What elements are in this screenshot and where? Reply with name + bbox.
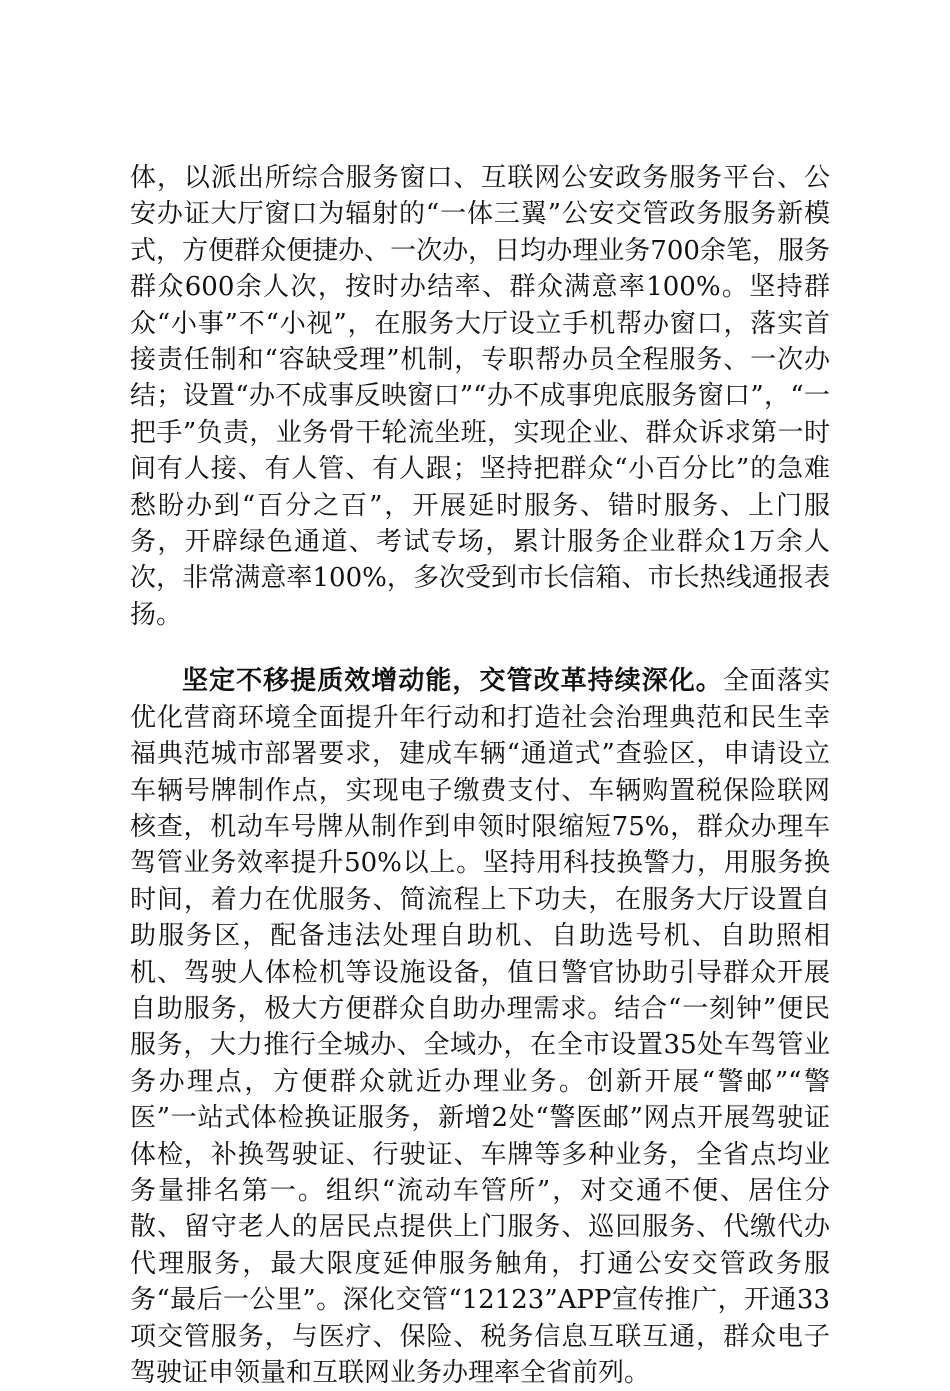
paragraph-reform: [130, 663, 830, 1391]
paragraph-1-text: 体，以派出所综合服务窗口、互联网公安政务服务平台、公安办证大厅窗口为辐射的“一体三翼”公安交管政务服务新模式，方便群众便捷办、一次办，日均办理业务700余笔，服务群众600余人次，按时办结率、群众满意率100%。坚持群众“小事”不“小视”，在服务大厅设立手机帮办窗口，落实首接责任制和“容缺受理”机制，专职帮办员全程服务、一次办结；设置“办不成事反映窗口”“办不成事兜底服务窗口”，“一把手”负责，业务骨干轮流坐班，实现企业、群众诉求第一时间有人接、有人管、有人跟；坚持把群众“小百分比”的急难愁盼办到“百分之百”，开展延时服务、错时服务、上门服务，开辟绿色通道、考试专场，累计服务企业群众1万余人次，非常满意率100%，多次受到市长信箱、市长热线通报表扬。: [130, 163, 830, 630]
document-body: [130, 160, 830, 1391]
paragraph-continued: [130, 160, 830, 633]
paragraph-2-heading: 坚定不移提质效增动能，交管改革持续深化。: [182, 666, 723, 697]
paragraph-2-text: 全面落实优化营商环境全面提升年行动和打造社会治理典范和民生幸福典范城市部署要求，建成车辆“通道式”查验区，申请设立车辆号牌制作点，实现电子缴费支付、车辆购置税保险联网核查，机动车号牌从制作到申领时限缩短75%，群众办理车驾管业务效率提升50%以上。坚持用科技换警力，用服务换时间，着力在优服务、简流程上下功夫，在服务大厅设置自助服务区，配备违法处理自助机、自助选号机、自助照相机、驾驶人体检机等设施设备，值日警官协助引导群众开展自助服务，极大方便群众自助办理需求。结合“一刻钟”便民服务，大力推行全城办、全域办，在全市设置35处车驾管业务办理点，方便群众就近办理业务。创新开展“警邮”“警医”一站式体检换证服务，新增2处“警医邮”网点开展驾驶证体检，补换驾驶证、行驶证、车牌等多种业务，全省点均业务量排名第一。组织“流动车管所”，对交通不便、居住分散、留守老人的居民点提供上门服务、巡回服务、代缴代办代理服务，最大限度延伸服务触角，打通公安交管政务服务“最后一公里”。深化交管“12123”APP宣传推广，开通33项交管服务，与医疗、保险、税务信息互联互通，群众电子驾驶证申领量和互联网业务办理率全省前列。: [130, 666, 830, 1388]
